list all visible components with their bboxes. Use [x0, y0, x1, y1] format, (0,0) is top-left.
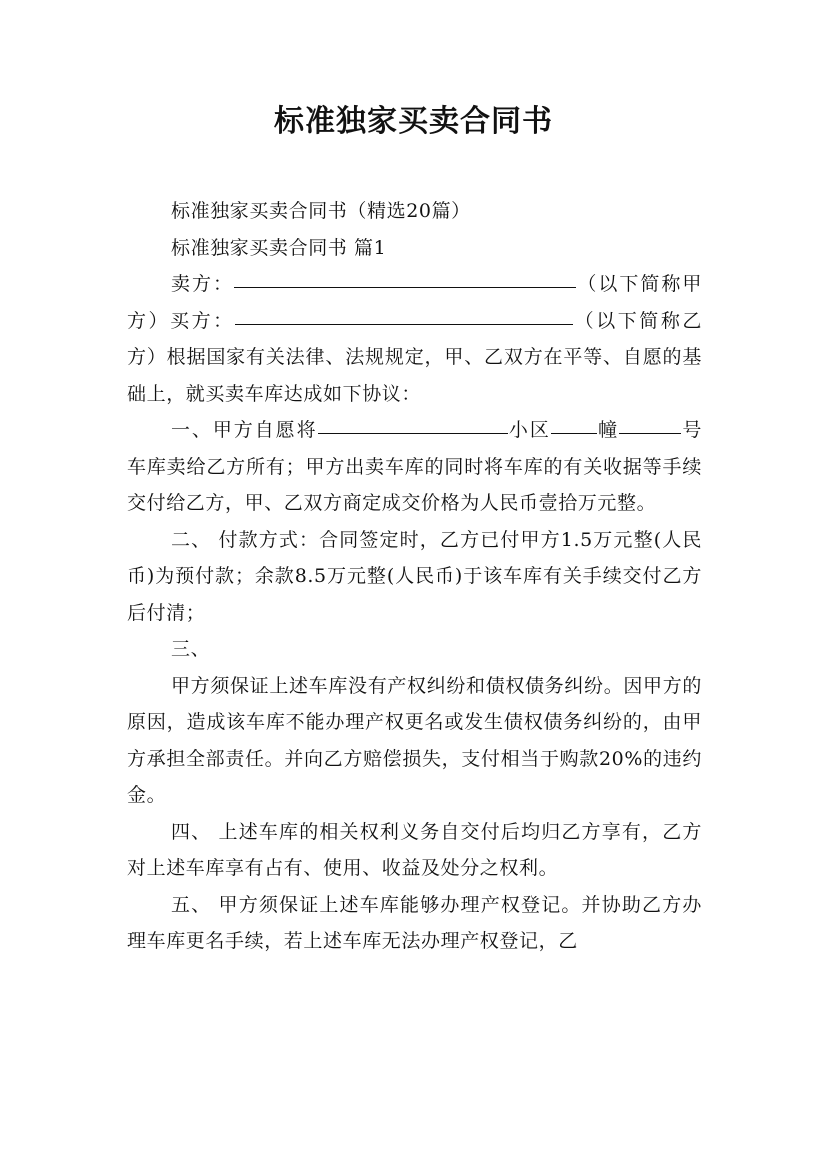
- paragraph-clause-3-heading: 三、: [171, 638, 211, 660]
- clause-1-intro: 一、甲方自愿将: [171, 419, 318, 441]
- building-label: 幢: [596, 419, 620, 441]
- community-label: 小区: [507, 419, 551, 441]
- buyer-blank: [235, 323, 573, 325]
- building-blank: [551, 432, 597, 434]
- parties-text: （以下简称乙方）根据国家有关法律、法规规定，甲、乙双方在平等、自愿的基础上，就买卖车库达成如下协议：: [127, 309, 702, 405]
- document-body: [127, 193, 702, 960]
- document-subtitle: 标准独家买卖合同书（精选20篇）: [171, 200, 471, 222]
- seller-blank: [234, 286, 576, 288]
- clause-1-text: 号车库卖给乙方所有；甲方出卖车库的同时将车库的有关收据等手续交付给乙方，甲、乙双方商定成交价格为人民币壹拾万元整。: [127, 419, 702, 514]
- buyer-label: （以下简称甲方）买方：: [127, 273, 702, 332]
- paragraph-parties: [127, 266, 702, 412]
- paragraph-clause-2: 二、 付款方式：合同签定时，乙方已付甲方1.5万元整(人民币)为预付款；余款8.5万元整(人民币)于该车库有关手续交付乙方后付清；: [127, 528, 702, 624]
- paragraph-clause-3-text: 甲方须保证上述车库没有产权纠纷和债权债务纠纷。因甲方的原因，造成该车库不能办理产权更名或发生债权债务纠纷的，由甲方承担全部责任。并向乙方赔偿损失，支付相当于购款20%的违约金。: [127, 674, 702, 806]
- document-title: 标准独家买卖合同书: [274, 104, 553, 139]
- paragraph-clause-5: 五、 甲方须保证上述车库能够办理产权登记。并协助乙方办理车库更名手续，若上述车库无法办理产权登记，乙: [127, 893, 702, 952]
- seller-label: 卖方：: [171, 273, 234, 295]
- community-blank: [318, 432, 508, 434]
- paragraph-clause-4: 四、 上述车库的相关权利义务自交付后均归乙方享有，乙方对上述车库享有占有、使用、收益及处分之权利。: [127, 820, 702, 879]
- section-heading: 标准独家买卖合同书 篇1: [171, 236, 387, 259]
- paragraph-clause-1: [127, 412, 702, 522]
- number-blank: [619, 432, 681, 434]
